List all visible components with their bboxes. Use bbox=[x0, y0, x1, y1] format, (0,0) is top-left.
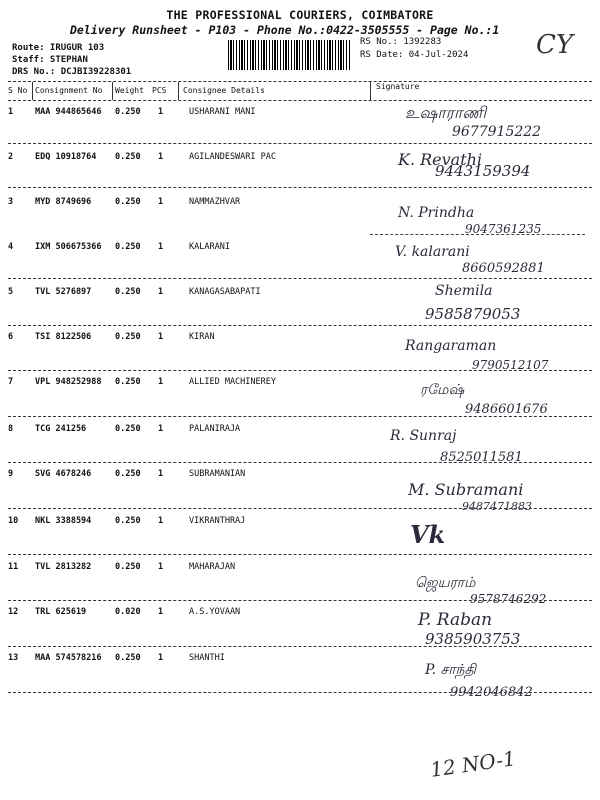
cell-consignee: KALARANI bbox=[189, 242, 230, 252]
company-name: THE PROFESSIONAL COURIERS, COIMBATORE bbox=[166, 8, 434, 22]
staff-label: Staff: STEPHAN bbox=[12, 55, 88, 65]
col-divider bbox=[178, 82, 179, 100]
runsheet-title: Delivery Runsheet - P103 - Phone No.:0422-3505555 - Page No.:1 bbox=[70, 23, 500, 37]
signature-phone: 9942046842 bbox=[450, 685, 533, 700]
cell-consignment: MAA 944865646 bbox=[35, 107, 102, 117]
signature-name: P. சாந்தி bbox=[425, 662, 477, 678]
cell-consignment: TVL 2813282 bbox=[35, 562, 92, 572]
cell-consignment: IXM 506675366 bbox=[35, 242, 102, 252]
cell-pcs: 1 bbox=[158, 197, 164, 207]
cell-sno: 1 bbox=[8, 107, 14, 117]
signature-phone: 9443159394 bbox=[435, 162, 531, 180]
signature-name: K. Revathi bbox=[398, 150, 483, 169]
cell-pcs: 1 bbox=[158, 107, 164, 117]
cell-sno: 6 bbox=[8, 332, 14, 342]
cell-sno: 13 bbox=[8, 653, 19, 663]
rs-date: RS Date: 04-Jul-2024 bbox=[360, 50, 469, 60]
cell-pcs: 1 bbox=[158, 424, 164, 434]
cell-weight: 0.250 bbox=[115, 287, 141, 297]
signature-phone: 9677915222 bbox=[452, 124, 542, 140]
signature-phone: 9385903753 bbox=[425, 630, 521, 648]
cell-consignee: SUBRAMANIAN bbox=[189, 469, 246, 479]
signature-phone: 9790512107 bbox=[472, 358, 549, 372]
cell-pcs: 1 bbox=[158, 242, 164, 252]
row-divider bbox=[8, 692, 592, 693]
cell-sno: 12 bbox=[8, 607, 19, 617]
cell-consignment: TRL 625619 bbox=[35, 607, 87, 617]
col-divider bbox=[112, 82, 113, 100]
row-divider bbox=[8, 278, 592, 279]
cell-consignment: SVG 4678246 bbox=[35, 469, 92, 479]
drs-number: DRS No.: DCJBI39228301 bbox=[12, 67, 132, 77]
cell-weight: 0.250 bbox=[115, 424, 141, 434]
cell-weight: 0.250 bbox=[115, 562, 141, 572]
row-divider bbox=[8, 646, 592, 647]
signature-name: ரமேஷ் bbox=[420, 382, 465, 398]
signature-name: R. Sunraj bbox=[390, 428, 457, 444]
cell-sno: 8 bbox=[8, 424, 14, 434]
cell-pcs: 1 bbox=[158, 607, 164, 617]
cell-consignee: MAHARAJAN bbox=[189, 562, 236, 572]
col-header-sno: S No bbox=[8, 86, 28, 95]
signature-name: V. kalarani bbox=[395, 244, 470, 260]
cell-consignment: TVL 5276897 bbox=[35, 287, 92, 297]
row-divider bbox=[8, 325, 592, 326]
signature-name: Rangaraman bbox=[405, 338, 497, 354]
signature-phone: 9486601676 bbox=[465, 402, 548, 417]
col-header-consignment: Consignment No bbox=[35, 86, 103, 95]
row-divider bbox=[8, 143, 592, 144]
row-divider bbox=[8, 370, 592, 371]
cell-consignment: NKL 3388594 bbox=[35, 516, 92, 526]
signature-phone: 9578746292 bbox=[470, 592, 547, 606]
cell-consignee: KANAGASABAPATI bbox=[189, 287, 261, 297]
cell-sno: 7 bbox=[8, 377, 14, 387]
signature-name: Shemila bbox=[435, 283, 493, 299]
row-divider bbox=[8, 508, 592, 509]
cell-consignee: AGILANDESWARI PAC bbox=[189, 152, 276, 162]
row-divider bbox=[8, 600, 592, 601]
barcode bbox=[228, 40, 350, 70]
cell-sno: 11 bbox=[8, 562, 19, 572]
header-bottom-rule bbox=[8, 100, 592, 101]
cell-consignee: USHARANI MANI bbox=[189, 107, 256, 117]
cell-consignment: VPL 948252988 bbox=[35, 377, 102, 387]
cell-sno: 9 bbox=[8, 469, 14, 479]
cell-pcs: 1 bbox=[158, 469, 164, 479]
cell-pcs: 1 bbox=[158, 287, 164, 297]
cell-weight: 0.250 bbox=[115, 197, 141, 207]
signature-name: Vk bbox=[410, 520, 446, 549]
signature-phone: 9585879053 bbox=[425, 305, 521, 323]
cell-sno: 4 bbox=[8, 242, 14, 252]
cell-consignee: KIRAN bbox=[189, 332, 215, 342]
signature-name: உஷாராணி bbox=[405, 103, 487, 122]
signature-name: ஜெயராம் bbox=[415, 575, 476, 591]
cell-consignment: MAA 574578216 bbox=[35, 653, 102, 663]
cell-weight: 0.250 bbox=[115, 377, 141, 387]
cell-sno: 2 bbox=[8, 152, 14, 162]
cell-pcs: 1 bbox=[158, 516, 164, 526]
cell-weight: 0.250 bbox=[115, 152, 141, 162]
col-divider bbox=[370, 82, 371, 100]
cell-pcs: 1 bbox=[158, 152, 164, 162]
signature-phone: 9047361235 bbox=[465, 222, 542, 236]
col-header-weight: Weight bbox=[115, 86, 144, 95]
cell-pcs: 1 bbox=[158, 332, 164, 342]
rs-number: RS No.: 1392283 bbox=[360, 37, 442, 47]
cell-sno: 5 bbox=[8, 287, 14, 297]
cell-consignee: NAMMAZHVAR bbox=[189, 197, 241, 207]
cell-consignee: SHANTHI bbox=[189, 653, 225, 663]
row-divider bbox=[8, 416, 592, 417]
cell-weight: 0.250 bbox=[115, 469, 141, 479]
cell-weight: 0.250 bbox=[115, 332, 141, 342]
signature-name: N. Prindha bbox=[398, 205, 475, 221]
cell-weight: 0.250 bbox=[115, 107, 141, 117]
row-divider bbox=[8, 554, 592, 555]
signature-phone: 8525011581 bbox=[440, 450, 523, 465]
col-header-pcs: PCS bbox=[152, 86, 167, 95]
cell-weight: 0.020 bbox=[115, 607, 141, 617]
signature-phone: 8660592881 bbox=[462, 261, 545, 276]
cell-consignee: PALANIRAJA bbox=[189, 424, 241, 434]
row-divider bbox=[8, 462, 592, 463]
route-label: Route: IRUGUR 103 bbox=[12, 43, 105, 53]
cell-consignment: TSI 8122506 bbox=[35, 332, 92, 342]
cell-weight: 0.250 bbox=[115, 242, 141, 252]
signature-name: M. Subramani bbox=[408, 480, 524, 499]
cell-sno: 10 bbox=[8, 516, 19, 526]
row-divider bbox=[8, 187, 592, 188]
cell-consignee: A.S.YOVAAN bbox=[189, 607, 241, 617]
cell-consignment: TCG 241256 bbox=[35, 424, 87, 434]
header-top-rule bbox=[8, 81, 592, 82]
col-header-consignee: Consignee Details bbox=[183, 86, 265, 95]
cell-consignment: MYD 8749696 bbox=[35, 197, 92, 207]
signature-rule bbox=[370, 234, 585, 235]
cell-consignee: VIKRANTHRAJ bbox=[189, 516, 246, 526]
corner-handwritten-mark: CY bbox=[536, 30, 574, 60]
handwritten-count-note: 12 NO-1 bbox=[428, 746, 518, 782]
cell-sno: 3 bbox=[8, 197, 14, 207]
cell-weight: 0.250 bbox=[115, 516, 141, 526]
cell-pcs: 1 bbox=[158, 377, 164, 387]
cell-pcs: 1 bbox=[158, 653, 164, 663]
cell-pcs: 1 bbox=[158, 562, 164, 572]
signature-name: P. Raban bbox=[418, 610, 493, 630]
cell-consignee: ALLIED MACHINEREY bbox=[189, 377, 276, 387]
col-divider bbox=[32, 82, 33, 100]
cell-consignment: EDQ 10918764 bbox=[35, 152, 97, 162]
col-header-signature: Signature bbox=[376, 82, 420, 91]
cell-weight: 0.250 bbox=[115, 653, 141, 663]
signature-phone: 9487471883 bbox=[462, 500, 532, 513]
